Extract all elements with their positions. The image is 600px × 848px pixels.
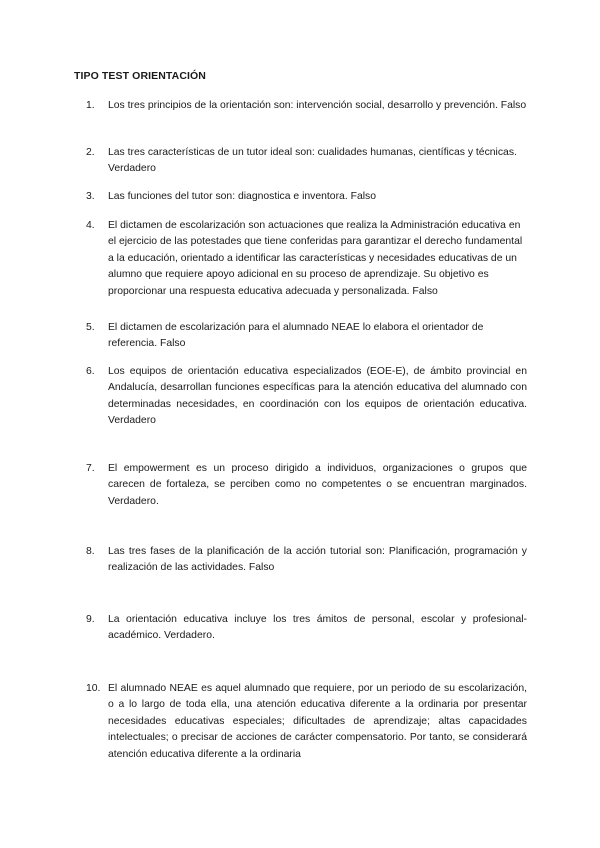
item-text: El dictamen de escolarización son actuaciones que realiza la Administración educativa en el ejercicio de las potestades que tiene conferidas para garantizar el derecho fundamental a la educación, orientado a identificar las características y necesidades educativas de un alumno que requiere apoyo adicional en su proceso de aprendizaje. Su objetivo es proporcionar una respuesta educativa adecuada y personalizada. Falso bbox=[108, 220, 523, 297]
document-title: TIPO TEST ORIENTACIÓN bbox=[74, 70, 206, 82]
item-number: 3. bbox=[86, 191, 95, 202]
item-number: 4. bbox=[86, 220, 95, 231]
item-text: La orientación educativa incluye los tres ámitos de personal, escolar y profesional-académico. Verdadero. bbox=[108, 614, 527, 642]
item-text: Los tres principios de la orientación son: intervención social, desarrollo y prevención. Falso bbox=[108, 100, 527, 111]
item-number: 5. bbox=[86, 322, 95, 333]
item-text: Los equipos de orientación educativa especializados (EOE-E), de ámbito provincial en Andalucía, desarrollan funciones específicas para la atención educativa del alumnado con determinadas necesidades, en coordinación con los equipos de orientación educativa. Verdadero bbox=[108, 366, 527, 427]
item-number: 8. bbox=[86, 546, 95, 557]
item-text: Las tres fases de la planificación de la acción tutorial son: Planificación, programación y realización de las actividades. Falso bbox=[108, 546, 527, 574]
item-number: 9. bbox=[86, 614, 95, 625]
item-text: El dictamen de escolarización para el alumnado NEAE lo elabora el orientador de referencia. Falso bbox=[108, 322, 484, 350]
item-text: Las tres características de un tutor ideal son: cualidades humanas, científicas y técnicas. Verdadero bbox=[108, 147, 517, 175]
item-number: 2. bbox=[86, 147, 95, 158]
item-number: 10. bbox=[86, 683, 101, 694]
item-text: El alumnado NEAE es aquel alumnado que requiere, por un periodo de su escolarización, o a lo largo de toda ella, una atención educativa diferente a la ordinaria por presentar necesidades educativas especiales; dificultades de aprendizaje; altas capacidades intelectuales; o precisar de acciones de carácter compensatorio. Por tanto, se considerará atención educativa diferente a la ordinaria bbox=[108, 683, 527, 760]
item-number: 1. bbox=[86, 100, 95, 111]
item-text: El empowerment es un proceso dirigido a individuos, organizaciones o grupos que carecen de fortaleza, se perciben como no competentes o se encuentran marginados. Verdadero. bbox=[108, 463, 527, 507]
item-text: Las funciones del tutor son: diagnostica e inventora. Falso bbox=[108, 191, 377, 202]
item-number: 6. bbox=[86, 366, 95, 377]
item-number: 7. bbox=[86, 463, 95, 474]
